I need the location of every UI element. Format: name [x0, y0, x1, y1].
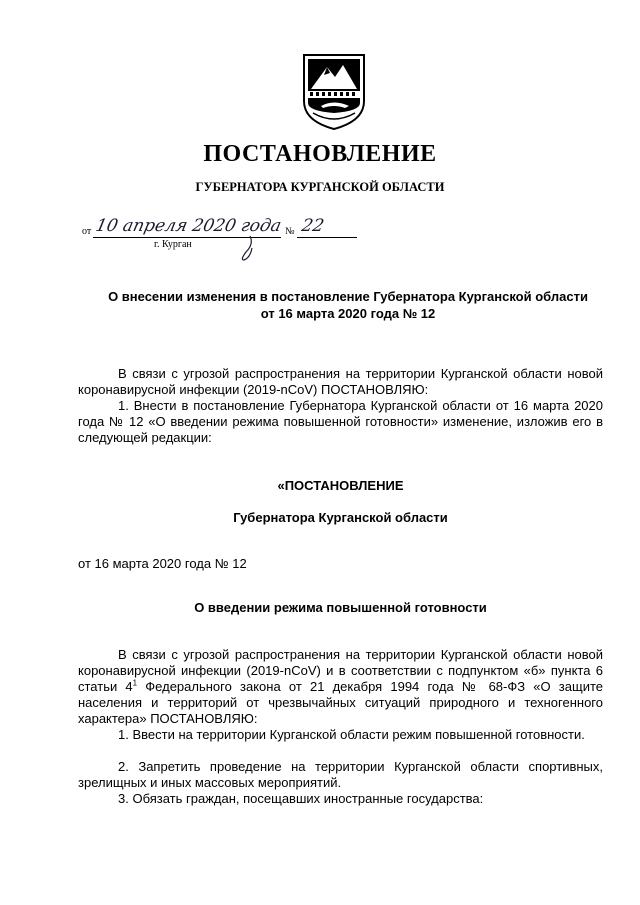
document-subtitle: ГУБЕРНАТОРА КУРГАНСКОЙ ОБЛАСТИ — [195, 180, 445, 194]
quoted-subject: О введении режима повышенной готовности — [194, 600, 487, 615]
handwriting-flourish-icon — [232, 234, 262, 262]
quoted-item-2: 2. Запретить проведение на территории Курганской области спортивных, зрелищных и иных массовых мероприятий. — [78, 759, 603, 790]
coat-of-arms-icon — [299, 51, 369, 131]
quoted-preamble-paragraph — [78, 647, 603, 727]
number-label: № — [285, 226, 295, 237]
subject-line-1: О внесении изменения в постановление Губернатора Курганской области — [108, 289, 588, 304]
date-number-line — [82, 216, 382, 260]
handwritten-date: 10 апреля 2020 года — [93, 216, 284, 236]
quoted-title: «ПОСТАНОВЛЕНИЕ — [277, 478, 404, 493]
date-prefix-label: от — [82, 226, 92, 237]
city-label: г. Курган — [154, 239, 192, 250]
quoted-item-3: 3. Обязать граждан, посещавших иностранные государства: — [118, 791, 484, 806]
document-title: ПОСТАНОВЛЕНИЕ — [203, 141, 437, 167]
article-superscript: 1 — [132, 678, 138, 688]
document-subject — [78, 288, 618, 322]
subject-line-2: от 16 марта 2020 года № 12 — [260, 306, 436, 321]
quoted-subtitle: Губернатора Курганской области — [233, 510, 448, 525]
number-underline — [297, 237, 357, 238]
quoted-preamble-part1: В связи с угрозой распространения на территории Курганской области новой коронавирусной инфекции (2019-nCoV) и в соответствии с подпунктом «б» пункта 6 статьи 4 — [78, 647, 603, 694]
quoted-item-1: 1. Ввести на территории Курганской области режим повышенной готовности. — [118, 727, 585, 742]
quoted-date: от 16 марта 2020 года № 12 — [78, 556, 247, 571]
quoted-preamble-part2: Федерального закона от 21 декабря 1994 года № 68-ФЗ «О защите населения и территорий от чрезвычайных ситуаций природного и техногенного характера» ПОСТАНОВЛЯЮ: — [78, 679, 603, 726]
handwritten-number: 22 — [299, 216, 326, 236]
item-1-paragraph: 1. Внести в постановление Губернатора Курганской области от 16 марта 2020 года № 12 «О введении режима повышенной готовности» изменение, изложив его в следующей редакции: — [78, 398, 603, 445]
preamble-paragraph: В связи с угрозой распространения на территории Курганской области новой коронавирусной инфекции (2019-nCoV) ПОСТАНОВЛЯЮ: — [78, 366, 603, 397]
